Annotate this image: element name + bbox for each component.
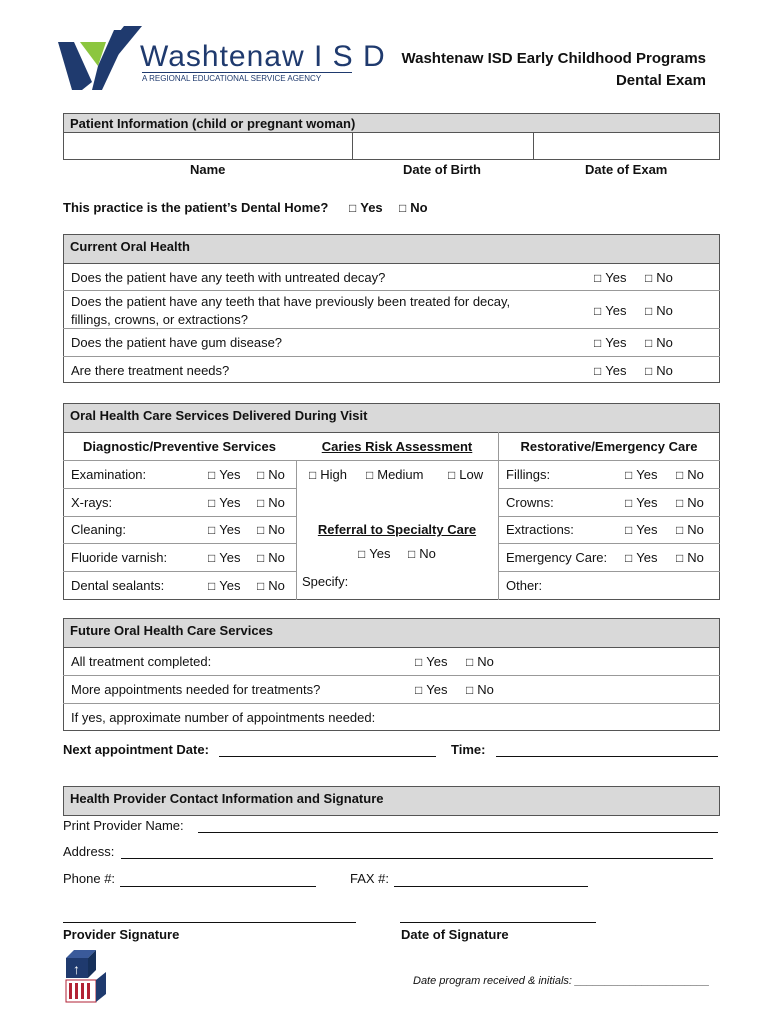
oral-q-treatment-needs: Are there treatment needs? — [71, 363, 230, 378]
address-field[interactable] — [121, 858, 713, 859]
dental-home-no-checkbox[interactable]: □ No — [399, 200, 428, 215]
more-appts-yes-checkbox[interactable]: □ Yes — [415, 682, 447, 697]
date-signature-label: Date of Signature — [401, 927, 509, 942]
xrays-no-checkbox[interactable]: □ No — [257, 495, 285, 510]
risk-low-checkbox[interactable]: □ Low — [448, 467, 483, 482]
next-appt-label: Next appointment Date: — [63, 742, 209, 757]
service-xrays: X-rays: — [71, 495, 113, 510]
oral-q-untreated-decay: Does the patient have any teeth with untreated decay? — [71, 270, 386, 285]
service-cleaning: Cleaning: — [71, 522, 126, 537]
crowns-yes-checkbox[interactable]: □ Yes — [625, 495, 657, 510]
oral-health-section-title: Current Oral Health — [70, 239, 190, 254]
emergency-yes-checkbox[interactable]: □ Yes — [625, 550, 657, 565]
patient-section-title: Patient Information (child or pregnant woman) — [70, 116, 356, 131]
extractions-yes-checkbox[interactable]: □ Yes — [625, 522, 657, 537]
sealants-no-checkbox[interactable]: □ No — [257, 578, 285, 593]
provider-signature-field[interactable] — [63, 922, 356, 923]
cleaning-no-checkbox[interactable]: □ No — [257, 522, 285, 537]
completed-yes-checkbox[interactable]: □ Yes — [415, 654, 447, 669]
fillings-yes-checkbox[interactable]: □ Yes — [625, 467, 657, 482]
svg-text:↑: ↑ — [73, 961, 80, 977]
service-other: Other: — [506, 578, 543, 593]
examination-yes-checkbox[interactable]: □ Yes — [208, 467, 240, 482]
service-sealants: Dental sealants: — [71, 578, 165, 593]
service-examination: Examination: — [71, 467, 147, 482]
service-extractions: Extractions: — [506, 522, 574, 537]
next-appt-field[interactable] — [219, 756, 436, 757]
provider-section-header — [63, 786, 720, 816]
future-q-completed: All treatment completed: — [71, 654, 212, 669]
oral-q1-yes-checkbox[interactable]: □ Yes — [594, 270, 626, 285]
oral-q-gum-disease: Does the patient have gum disease? — [71, 335, 283, 350]
patient-name-field[interactable] — [63, 132, 353, 160]
completed-no-checkbox[interactable]: □ No — [466, 654, 494, 669]
service-fluoride: Fluoride varnish: — [71, 550, 168, 565]
print-name-field[interactable] — [198, 832, 718, 833]
provider-section-title: Health Provider Contact Information and Signature — [70, 791, 384, 806]
provider-signature-label: Provider Signature — [63, 927, 180, 942]
date-signature-field[interactable] — [400, 922, 596, 923]
oral-health-section-header — [63, 234, 720, 264]
page-title: Washtenaw ISD Early Childhood Programs — [401, 50, 706, 67]
cleaning-yes-checkbox[interactable]: □ Yes — [208, 522, 240, 537]
examination-no-checkbox[interactable]: □ No — [257, 467, 285, 482]
oral-q3-no-checkbox[interactable]: □ No — [645, 335, 673, 350]
services-section-title: Oral Health Care Services Delivered During Visit — [70, 408, 368, 423]
page-subtitle: Dental Exam — [615, 72, 706, 89]
sealants-yes-checkbox[interactable]: □ Yes — [208, 578, 240, 593]
risk-medium-checkbox[interactable]: □ Medium — [366, 467, 424, 482]
fillings-no-checkbox[interactable]: □ No — [676, 467, 704, 482]
patient-doe-field[interactable] — [533, 132, 720, 160]
services-section-header — [63, 403, 720, 433]
oral-q3-yes-checkbox[interactable]: □ Yes — [594, 335, 626, 350]
service-crowns: Crowns: — [506, 495, 554, 510]
referral-no-checkbox[interactable]: □ No — [408, 546, 436, 561]
oral-q-previous-treatment-line1: Does the patient have any teeth that have previously been treated for decay, — [71, 294, 511, 309]
doe-label: Date of Exam — [585, 162, 668, 177]
future-q-more-appts: More appointments needed for treatments? — [71, 682, 321, 697]
date-received-initials: Date program received & initials: ______________________ — [413, 975, 710, 987]
dental-home-yes-checkbox[interactable]: □ Yes — [349, 200, 383, 215]
building-blocks-logo-icon — [64, 948, 112, 1004]
future-section-header — [63, 618, 720, 648]
service-fillings: Fillings: — [506, 467, 551, 482]
dental-home-question: This practice is the patient’s Dental Home? — [63, 200, 329, 215]
oral-q4-no-checkbox[interactable]: □ No — [645, 363, 673, 378]
time-field[interactable] — [496, 756, 718, 757]
xrays-yes-checkbox[interactable]: □ Yes — [208, 495, 240, 510]
referral-yes-checkbox[interactable]: □ Yes — [358, 546, 390, 561]
oral-q2-no-checkbox[interactable]: □ No — [645, 303, 673, 318]
crowns-no-checkbox[interactable]: □ No — [676, 495, 704, 510]
service-emergency: Emergency Care: — [506, 550, 608, 565]
caries-risk-header: Caries Risk Assessment — [321, 439, 473, 454]
restorative-header: Restorative/Emergency Care — [520, 439, 698, 454]
logo-name: Washtenaw I S D — [140, 40, 386, 73]
oral-q1-no-checkbox[interactable]: □ No — [645, 270, 673, 285]
patient-dob-field[interactable] — [352, 132, 534, 160]
patient-section-header — [63, 113, 720, 133]
logo — [58, 26, 386, 90]
fax-field[interactable] — [394, 886, 588, 887]
oral-q-previous-treatment-line2: fillings, crowns, or extractions? — [71, 312, 249, 327]
future-section-title: Future Oral Health Care Services — [70, 623, 274, 638]
fluoride-yes-checkbox[interactable]: □ Yes — [208, 550, 240, 565]
logo-tagline: A REGIONAL EDUCATIONAL SERVICE AGENCY — [142, 74, 322, 83]
more-appts-no-checkbox[interactable]: □ No — [466, 682, 494, 697]
extractions-no-checkbox[interactable]: □ No — [676, 522, 704, 537]
oral-q2-yes-checkbox[interactable]: □ Yes — [594, 303, 626, 318]
address-label: Address: — [63, 844, 115, 859]
fluoride-no-checkbox[interactable]: □ No — [257, 550, 285, 565]
washtenaw-logo-mark-icon — [58, 26, 148, 90]
future-q-num-appts: If yes, approximate number of appointments needed: — [71, 710, 376, 725]
emergency-no-checkbox[interactable]: □ No — [676, 550, 704, 565]
print-name-label: Print Provider Name: — [63, 818, 184, 833]
specify-label: Specify: — [302, 574, 349, 589]
fax-label: FAX #: — [350, 871, 390, 886]
time-label: Time: — [451, 742, 486, 757]
phone-field[interactable] — [120, 886, 316, 887]
referral-title: Referral to Specialty Care — [317, 522, 477, 537]
phone-label: Phone #: — [63, 871, 116, 886]
risk-high-checkbox[interactable]: □ High — [309, 467, 347, 482]
name-label: Name — [190, 162, 226, 177]
oral-q4-yes-checkbox[interactable]: □ Yes — [594, 363, 626, 378]
dob-label: Date of Birth — [403, 162, 481, 177]
diagnostic-header: Diagnostic/Preventive Services — [83, 439, 276, 454]
